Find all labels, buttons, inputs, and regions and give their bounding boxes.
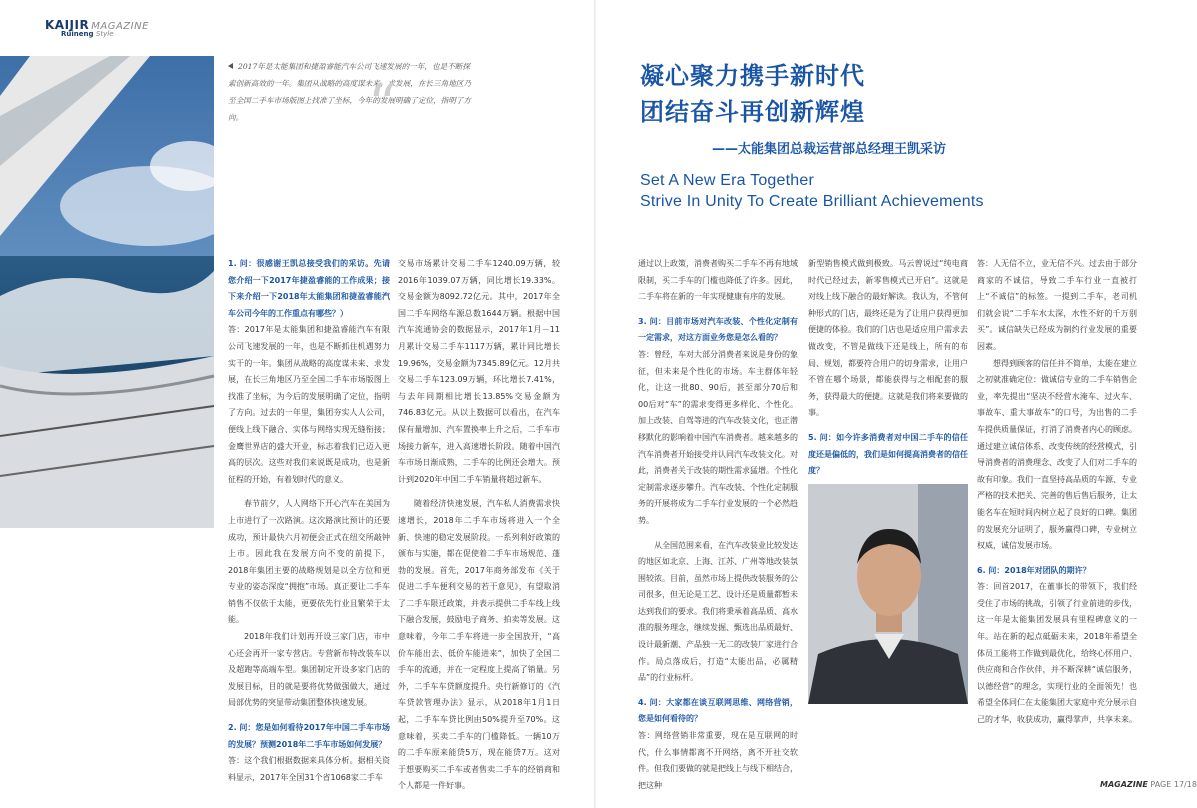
left-page	[0, 0, 595, 808]
article-title-line-2: 团结奋斗再创新辉煌	[640, 98, 865, 126]
article-title-line-1: 凝心聚力携手新时代	[640, 62, 865, 90]
brand-sub: Ruineng	[61, 30, 94, 38]
paragraph: 新型销售模式做到极致。马云曾说过“纯电商时代已经过去，新零售模式已开启”。这就是对线上线下融合的最好解读。我认为，不管何种形式的门店，最终还是为了让用户获得更加便捷的体验。我们的门店也是适应用户需求去做改变，不管是做线下还是线上，所有的布局、规划，都要符合用户的切身需求，让用户不管在哪个场景，都能获得与之相配套的服务，获得最大的便捷。这就是我们将来要做的事。	[808, 259, 968, 418]
page-spine	[594, 0, 596, 808]
brand-style: Style	[95, 30, 114, 38]
english-title-line-1: Set A New Era Together	[640, 172, 814, 189]
column-1	[228, 256, 390, 786]
page-numbers: 17/18	[1173, 780, 1197, 789]
paragraph: 2018年我们计划再开设三家门店，市中心还会再开一家专营店。专营新布特改装车以及超跑等高端车型。集团制定开设多家门店的发展目标，目的就是要将优势做强做大，通过局部优势的突显带动集团整体快速发展。	[228, 632, 390, 708]
answer-1: 答：2017年是太能集团和捷盈睿能汽车有限公司飞速发展的一年，也是不断抓住机遇努力实干的一年。集团从战略的高度谋未来、求发展，在长三角地区乃至全国二手车市场版图上找准了坐标，为今后的发展明确了定位，指明了方向。过去的一年里，集团夯实人人公司，便线上线下融合、实体与网络实现无缝衔接；金鹰世界店的盛大开业，标志着我们已迈入更高的层次。这些对我们来说既是成功，也是新征程的开始，有着划时代的意义。	[228, 325, 390, 484]
paragraph: 随着经济快速发展，汽车私人消费需求快速增长，2018年二手车市场将进入一个全新、快速的稳定发展阶段。一系列利好政策的颁布与实施，都在促使着二手车市场规范、蓬勃的发展。首先，2017年商务部发布《关于促进二手车便利交易的若干意见》，有望取消了二手车限迁政策，并表示提供二手车线上线下融合发展，鼓励电子商务、拍卖等发展。这意味着，今年二手车将进一步全国放开，“高价车能出去、低价车能进来”，加快了全国二手车的流通，并在一定程度上提高了销量。另外，二手车车贷额度提升。央行新修订的《汽车贷款管理办法》显示，从2018年1月1日起，二手车车贷比例由50%提升至70%。这意味着，买卖二手车的门槛降低。一辆10万的二手车原来能贷5万，现在能贷7万。这对于想要购买二手车或者售卖二手车的经销商和个人都是一件好事。	[398, 499, 560, 791]
answer-4: 答：网络营销非常重要，现在是互联网的时代，什么事情都离不开网络，离不开社交软件。但我们要做的就是把线上与线下相结合，把这种	[638, 731, 798, 790]
article-subtitle: ——太能集团总裁运营部总经理王凯采访	[712, 142, 947, 157]
masthead-logo	[45, 18, 165, 48]
sailboat-photo	[0, 56, 214, 528]
footer-magazine: MAGAZINE	[1100, 780, 1148, 789]
paragraph: 春节前夕，人人网络下开心汽车在美国为上市进行了一次路演。这次路演比预计的还要成功，预计最快六月初便会正式在纽交所敲钟上市。因此我在发展方向不变的前提下，2018年集团主要的战略规划是以全方位和更专业的姿态深度“拥抱”市场。真正要让二手车销售不仅依于太能，更要依先行业且繁荣于太能。	[228, 499, 390, 625]
portrait-photo	[808, 484, 968, 704]
column-4	[808, 256, 968, 480]
english-title-line-2: Strive In Unity To Create Brilliant Achievements	[640, 193, 984, 210]
paragraph: 交易市场累计交易二手车1240.09万辆，较2016年1039.07万辆，同比增长19.33%。交易金额为8092.72亿元。其中，2017年全国二手车网络车源总数1644万辆。根据中国汽车流通协会的数据显示，2017年1月－11月累计交易二手车1117万辆，累计同比增长19.96%，交易金额为7345.89亿元。12月共交易二手车123.09万辆，环比增长7.41%，与去年同期相比增长13.85%交易金额为746.83亿元。从以上数据可以看出，在汽车保有量增加、汽车置换率上升之后，二手车市场接力新车，进入高速增长阶段。随着中国汽车市场日渐成熟，二手车的比例还会增大。预计到2020年中国二手车销量将超过新车。	[398, 259, 560, 484]
footer-page-word: PAGE	[1150, 780, 1172, 789]
paragraph: 从全国范围来看，在汽车改装业比较发达的地区如北京、上海、江苏、广州等地改装氛围较浓。目前，虽然市场上提供改装服务的公司很多，但无论是工艺、设计还是质量都暂未达到我们的要求。我们将秉承着高品质、高水准的服务理念，继续发掘、甄选出品质最好、设计最新潮、产品独一无二的改装厂家进行合作。局点落成后，打造“太能出品，必属精品”的行业标杆。	[638, 540, 798, 683]
intro-paragraph	[228, 58, 476, 126]
answer-2: 答：这个我们根据数据来具体分析。据相关资料显示，2017年全国31个省1068家二手车	[228, 756, 390, 782]
page-footer	[1100, 780, 1197, 789]
column-3	[638, 256, 798, 794]
column-2	[398, 256, 560, 795]
question-4: 4. 问：大家都在谈互联网思维、网络营销，您是如何看待的？	[638, 697, 798, 724]
answer-3: 答：曾经，车对大部分消费者来说是身份的象征，但未来是个性化的市场。车主群体年轻化，让这一批80、90后，甚至部分70后和00后对“车”的需求变得更多样化、个性化。加上改装、自驾等进的汽车改装文化，也正潜移默化的影响着中国汽车消费者。越来越多的汽车消费者开始接受并认同汽车改装文化。对此，消费者关于改装的期性需求猛增。个性化定制需求逐步攀升。汽车改装、个性化定制服务的开展将成为二手车行业发展的一个必然趋势。	[638, 349, 798, 525]
column-5	[977, 256, 1137, 729]
brand-name: KAIJIR	[45, 18, 90, 32]
question-2: 2. 问：您是如何看待2017年中国二手车市场的发展？预测2018年二手车市场如何发展？	[228, 723, 390, 749]
answer-6: 答：回首2017，在董事长的带领下，我们经受住了市场的挑战，引领了行业前进的步伐，这一年是太能集团发展具有里程碑意义的一年。站在新的起点砥砺未来，2018年希望全体员工能将工作做到最优化，给终心怀用户、供应商和合作伙伴，并不断深耕“诚信服务，以德经营”的理念，实现行业的全面领先！也希望全体同仁在太能集团大家庭中充分展示自己的才华，收获成功，赢得掌声，共享未来。	[977, 582, 1137, 725]
triangle-icon	[228, 63, 233, 69]
question-3: 3. 问：目前市场对汽车改装、个性化定制有一定需求，对这方面业务您是怎么看的？	[638, 316, 798, 343]
quote-mark-icon: “	[368, 73, 397, 138]
paragraph: 答：人无信不立，业无信不兴。过去由于部分商家的不诚信，导致二手车行业一直被打上“不诚信”的标签。一提到二手车，老司机们就会说“二手车水太深，水性不好的千万别买”。诚信缺失已经成为制约行业发展的重要因素。	[977, 259, 1137, 351]
intro-text: 2017年是太能集团和捷盈睿能汽车公司飞速发展的一年，也是不断探索创新高效的一年。集团从战略的高度谋未来、求发展，在长三角地区乃至全国二手车市场版图上找准了坐标，今年的发展明确了定位，指明了方向。	[228, 62, 471, 122]
brand-magazine: MAGAZINE	[91, 21, 149, 32]
question-1: 1. 问：很感谢王凯总接受我们的采访。先请您介绍一下2017年捷盈睿能的工作成果；接下来介绍一下2018年太能集团和捷盈睿能汽车公司今年的工作重点有哪些？）	[228, 259, 390, 318]
paragraph: 通过以上政策，消费者购买二手车不再有地域限制，买二手车的门槛也降低了许多。因此，二手车将在新的一年实现健康有序的发展。	[638, 259, 798, 302]
question-6: 6. 问：2018年对团队的期许？	[977, 565, 1091, 575]
paragraph: 想得到顾客的信任并不简单，太能在建立之初就准确定位：做诚信专业的二手车销售企业，率先提出“坚决不经营水淹车、过火车、事故车、重大事故车”的口号，为出售的二手车提供质量保证，打消了消费者内心的顾虑。通过建立诚信体系、改变传统的经营模式，引导消费者的消费理念、改变了人们对二手车的故有印象。我们一直坚持高品质的车源、专业严格的技术把关、完善的售后售后服务，让太能名车在短时间内树立起了良好的口碑。集团的发展充分证明了，服务赢得口碑，专业树立权威，诚信发展市场。	[977, 358, 1137, 551]
question-5: 5. 问：如今许多消费者对中国二手车的信任度还是偏低的，我们是如何提高消费者的信任度？	[808, 432, 968, 476]
